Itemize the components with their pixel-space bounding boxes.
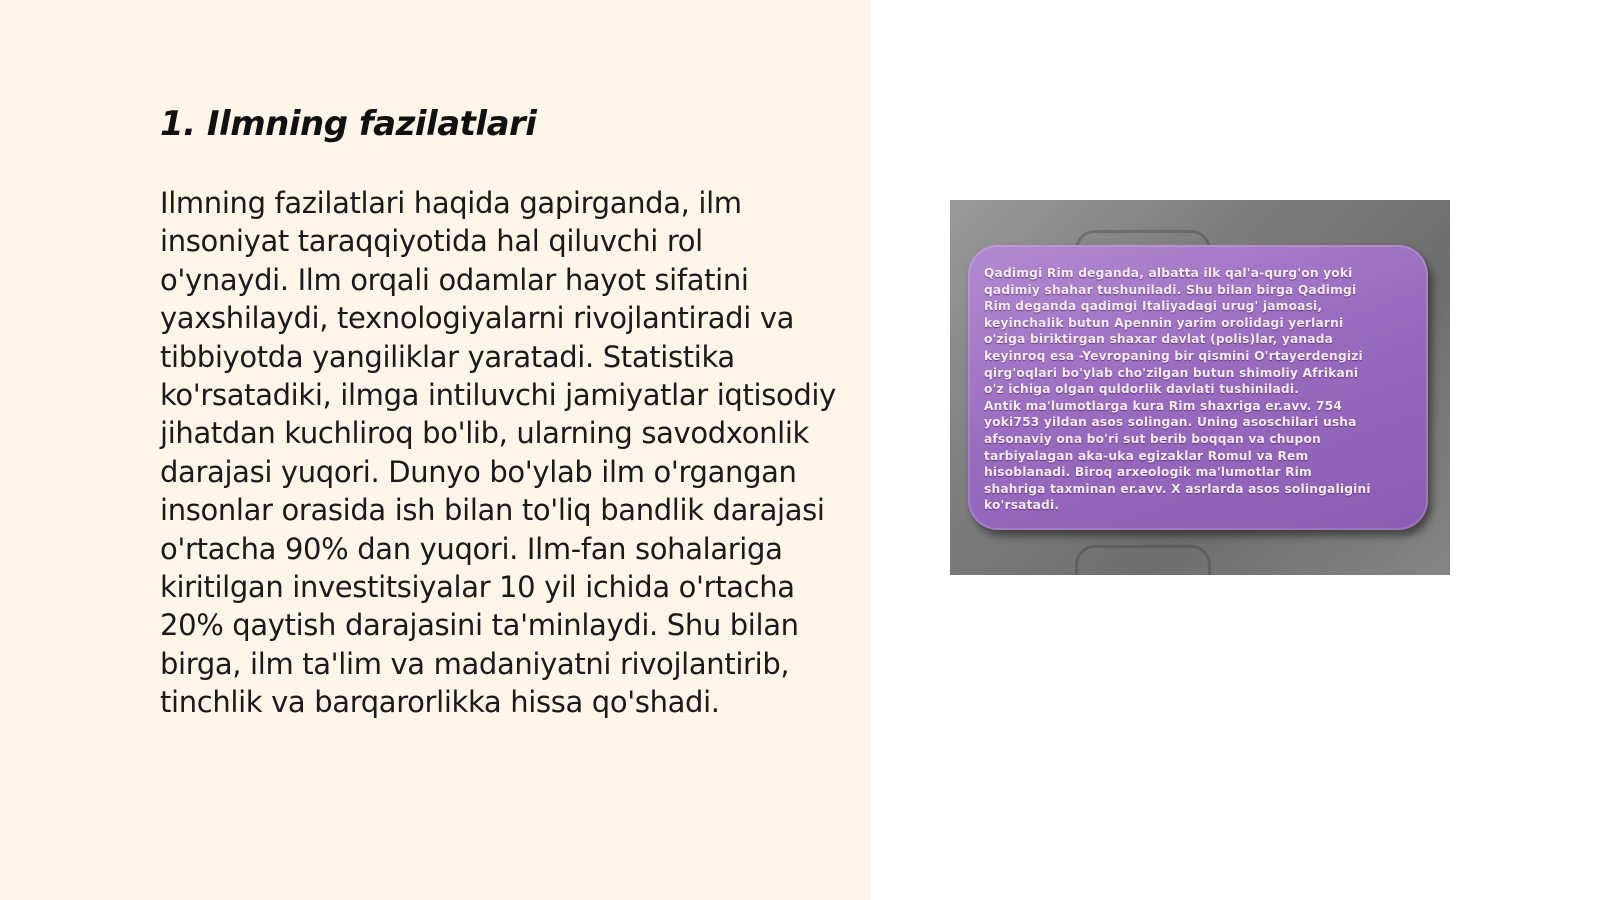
slide-body-text: Ilmning fazilatlari haqida gapirganda, ilm insoniyat taraqqiyotida hal qiluvchi rol o'ynaydi. Ilm orqali odamlar hayot sifatini yaxshilaydi, texnologiyalarni rivojlantiradi va tibbiyotda yangiliklar yaratadi. Statistika ko'rsatadiki, ilmga intiluvchi jamiyatlar iqtisodiy jihatdan kuchliroq bo'lib, ularning savodxonlik darajasi yuqori. Dunyo bo'ylab ilm o'rgangan insonlar orasida ish bilan to'liq bandlik darajasi o'rtacha 90% dan yuqori. Ilm-fan sohalariga kiritilgan investitsiyalar 10 yil ichida o'rtacha 20% qaytish darajasini ta'minlaydi. Shu bilan birga, ilm ta'lim va madaniyatni rivojlantirib, tinchlik va barqarorlikka hissa qo'shadi. [160, 186, 836, 720]
background-button-shape [1075, 545, 1211, 575]
slide-title: 1. Ilmning fazilatlari [160, 104, 537, 144]
slide-image [950, 200, 1450, 575]
image-text-card [968, 245, 1428, 530]
image-card-text: Qadimgi Rim deganda, albatta ilk qal'a-qurg'on yoki qadimiy shahar tushuniladi. Shu bilan birga Qadimgi Rim deganda qadimgi Italiyadagi urug' jamoasi, keyinchalik butun Apennin yarim orolidagi yerlarni o'ziga biriktirgan shaxar davlat (polis)lar, yanada keyinroq esa -Yevropaning bir qismini O'rtayerdengizi qirg'oqlari bo'ylab cho'zilgan butun shimoliy Afrikani o'z ichiga olgan quldorlik davlati tushiniladi. Antik ma'lumotlarga kura Rim shaxriga er.avv. 754 yoki753 yildan asos solingan. Uning asoschilari usha afsonaviy ona bo'ri sut berib boqqan va chupon tarbiyalagan aka-uka egizaklar Romul va Rem hisoblanadi. Biroq arxeologik ma'lumotlar Rim shahriga taxminan er.avv. X asrlarda asos solingaligini ko'rsatadi. [984, 266, 1371, 513]
